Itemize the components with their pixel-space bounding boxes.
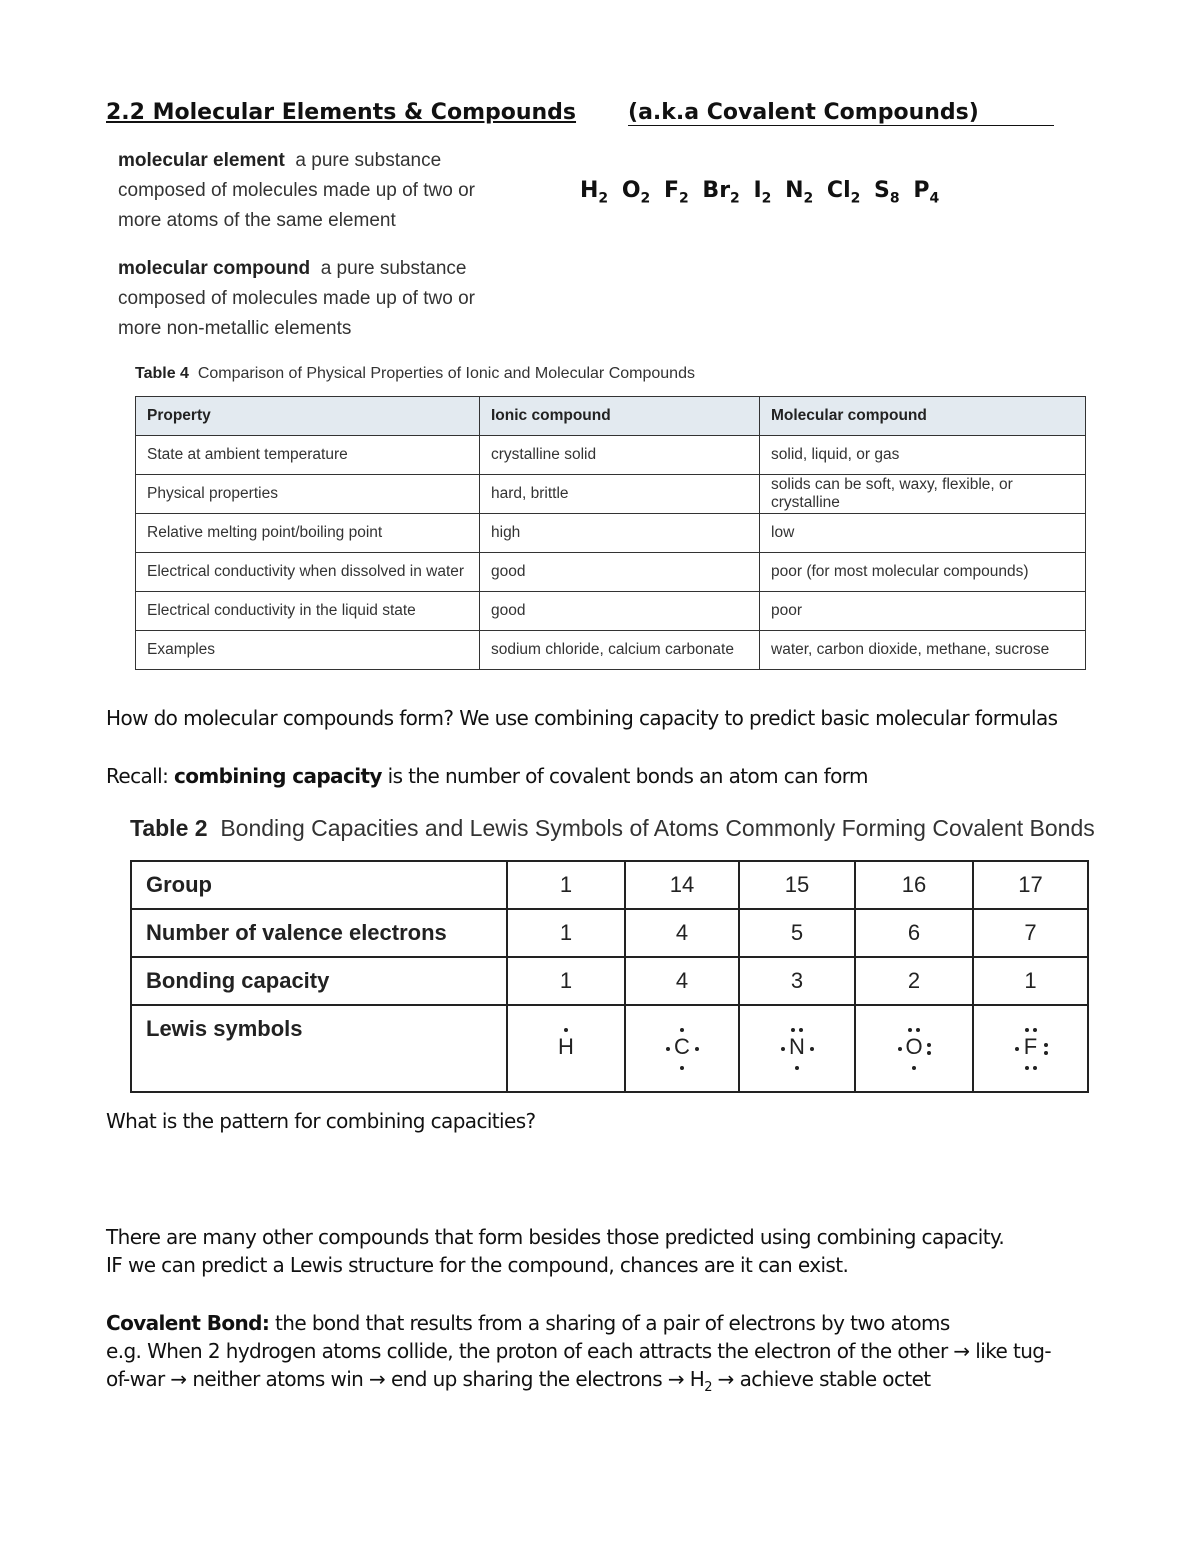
- arrow-icon: →: [667, 1367, 685, 1391]
- table-cell: 4: [625, 909, 739, 957]
- table-row: [131, 909, 1088, 957]
- lewis-symbol-n: N: [762, 1016, 832, 1076]
- many-other-text: There are many other compounds that form besides those predicted using combining capacity.: [106, 1225, 1005, 1249]
- table-row: [136, 436, 1086, 475]
- example-line-2: of-war → neither atoms win → end up sharing the electrons → $H_2$ → achieve stable octet: [106, 1367, 931, 1395]
- formula: $O_2$: [621, 178, 651, 207]
- table4-caption-text: Comparison of Physical Properties of Ionic and Molecular Compounds: [197, 365, 695, 382]
- table-cell: water, carbon dioxide, methane, sucrose: [760, 631, 1086, 670]
- table-cell: 14: [625, 861, 739, 909]
- heading-title: 2.2 Molecular Elements & Compounds: [106, 100, 577, 125]
- table-row: [136, 475, 1086, 514]
- table-cell: 2: [855, 957, 973, 1005]
- lewis-cell: [973, 1005, 1088, 1092]
- lewis-cell: [855, 1005, 973, 1092]
- properties-comparison-table: [135, 396, 1086, 670]
- row-label: Bonding capacity: [131, 957, 507, 1005]
- table-cell: 6: [855, 909, 973, 957]
- table-cell: State at ambient temperature: [136, 436, 480, 475]
- table-cell: hard, brittle: [480, 475, 760, 514]
- lewis-symbol-o: O: [879, 1016, 949, 1076]
- table-cell: 17: [973, 861, 1088, 909]
- column-header: Property: [136, 397, 480, 436]
- arrow-icon: →: [953, 1339, 970, 1363]
- molecular-compound-definition: [118, 254, 538, 344]
- table-row: [131, 861, 1088, 909]
- formula: $N_2$: [785, 178, 814, 207]
- arrow-icon: →: [717, 1367, 734, 1391]
- table-row: [131, 1005, 1088, 1092]
- table-row: [136, 631, 1086, 670]
- table-cell: high: [480, 514, 760, 553]
- table-cell: poor: [760, 592, 1086, 631]
- formula: $F_2$: [663, 178, 689, 207]
- table-cell: 16: [855, 861, 973, 909]
- definitions-block: [118, 146, 538, 362]
- column-header: Molecular compound: [760, 397, 1086, 436]
- formula: $Br_2$: [702, 178, 740, 207]
- row-label: Lewis symbols: [131, 1005, 507, 1092]
- table-cell: 1: [973, 957, 1088, 1005]
- table-row: [131, 957, 1088, 1005]
- table-cell: 1: [507, 957, 625, 1005]
- table2-caption-label: Table 2: [130, 815, 208, 841]
- table-row: [136, 592, 1086, 631]
- table-cell: low: [760, 514, 1086, 553]
- column-header: Ionic compound: [480, 397, 760, 436]
- table-cell: 15: [739, 861, 855, 909]
- definition-text: composed of molecules made up of two or: [118, 288, 475, 309]
- molecular-element-definition: [118, 146, 538, 236]
- covalent-bond-definition: Covalent Bond: the bond that results from a sharing of a pair of electrons by two atoms: [106, 1311, 950, 1335]
- arrow-icon: →: [170, 1367, 187, 1391]
- table-cell: Examples: [136, 631, 480, 670]
- table4-caption: [135, 365, 695, 383]
- table-cell: 1: [507, 909, 625, 957]
- table2-caption: [130, 815, 1095, 842]
- definition-text: composed of molecules made up of two or: [118, 180, 475, 201]
- molecular-element-term: molecular element: [118, 150, 285, 171]
- table4-caption-label: Table 4: [135, 365, 189, 382]
- formula: $S_8$: [874, 178, 900, 207]
- lewis-symbol-c: C: [647, 1016, 717, 1076]
- if-lewis-text: IF we can predict a Lewis structure for the compound, chances are it can exist.: [106, 1253, 849, 1277]
- definition-text: more atoms of the same element: [118, 210, 396, 231]
- table2-caption-text: Bonding Capacities and Lewis Symbols of Atoms Commonly Forming Covalent Bonds: [220, 815, 1095, 841]
- arrow-icon: →: [369, 1367, 386, 1391]
- table-header-row: [136, 397, 1086, 436]
- combining-capacity-term: combining capacity: [173, 764, 382, 788]
- molecular-compound-term: molecular compound: [118, 258, 311, 279]
- table-cell: 7: [973, 909, 1088, 957]
- table-cell: 3: [739, 957, 855, 1005]
- example-line-1: e.g. When 2 hydrogen atoms collide, the proton of each attracts the electron of the other → like tug-: [106, 1339, 1051, 1363]
- table-cell: 5: [739, 909, 855, 957]
- table-cell: Relative melting point/boiling point: [136, 514, 480, 553]
- definition-text: a pure substance: [320, 258, 467, 279]
- heading-subtitle: (a.k.a Covalent Compounds): [628, 100, 1054, 126]
- table-cell: solid, liquid, or gas: [760, 436, 1086, 475]
- lewis-cell: [507, 1005, 625, 1092]
- formula: $H_2$: [580, 178, 609, 207]
- formula: $P_4$: [913, 178, 940, 207]
- table-cell: Electrical conductivity when dissolved in water: [136, 553, 480, 592]
- row-label: Group: [131, 861, 507, 909]
- lewis-symbol-h: H: [531, 1016, 601, 1076]
- lewis-cell: [739, 1005, 855, 1092]
- lewis-cell: [625, 1005, 739, 1092]
- table-cell: Electrical conductivity in the liquid state: [136, 592, 480, 631]
- table-cell: crystalline solid: [480, 436, 760, 475]
- table-cell: good: [480, 592, 760, 631]
- table-cell: Physical properties: [136, 475, 480, 514]
- table-cell: solids can be soft, waxy, flexible, or crystalline: [760, 475, 1086, 514]
- diatomic-formulas: [580, 178, 945, 206]
- table-cell: 4: [625, 957, 739, 1005]
- how-form-question: How do molecular compounds form? We use combining capacity to predict basic molecular formulas: [106, 706, 1058, 730]
- row-label: Number of valence electrons: [131, 909, 507, 957]
- lewis-symbol-f: F: [996, 1016, 1066, 1076]
- formula: $Cl_2$: [826, 178, 861, 207]
- table-cell: 1: [507, 861, 625, 909]
- definition-text: a pure substance: [295, 150, 442, 171]
- covalent-bond-term: Covalent Bond:: [106, 1311, 270, 1335]
- page-heading: [106, 100, 1026, 126]
- table-cell: sodium chloride, calcium carbonate: [480, 631, 760, 670]
- bonding-capacity-table: [130, 860, 1089, 1093]
- table-row: [136, 514, 1086, 553]
- table-row: [136, 553, 1086, 592]
- definition-text: more non-metallic elements: [118, 318, 352, 339]
- table-cell: good: [480, 553, 760, 592]
- table-cell: poor (for most molecular compounds): [760, 553, 1086, 592]
- formula: $I_2$: [753, 178, 772, 207]
- pattern-question: What is the pattern for combining capacities?: [106, 1109, 536, 1133]
- recall-line: Recall: combining capacity is the number of covalent bonds an atom can form: [106, 764, 868, 788]
